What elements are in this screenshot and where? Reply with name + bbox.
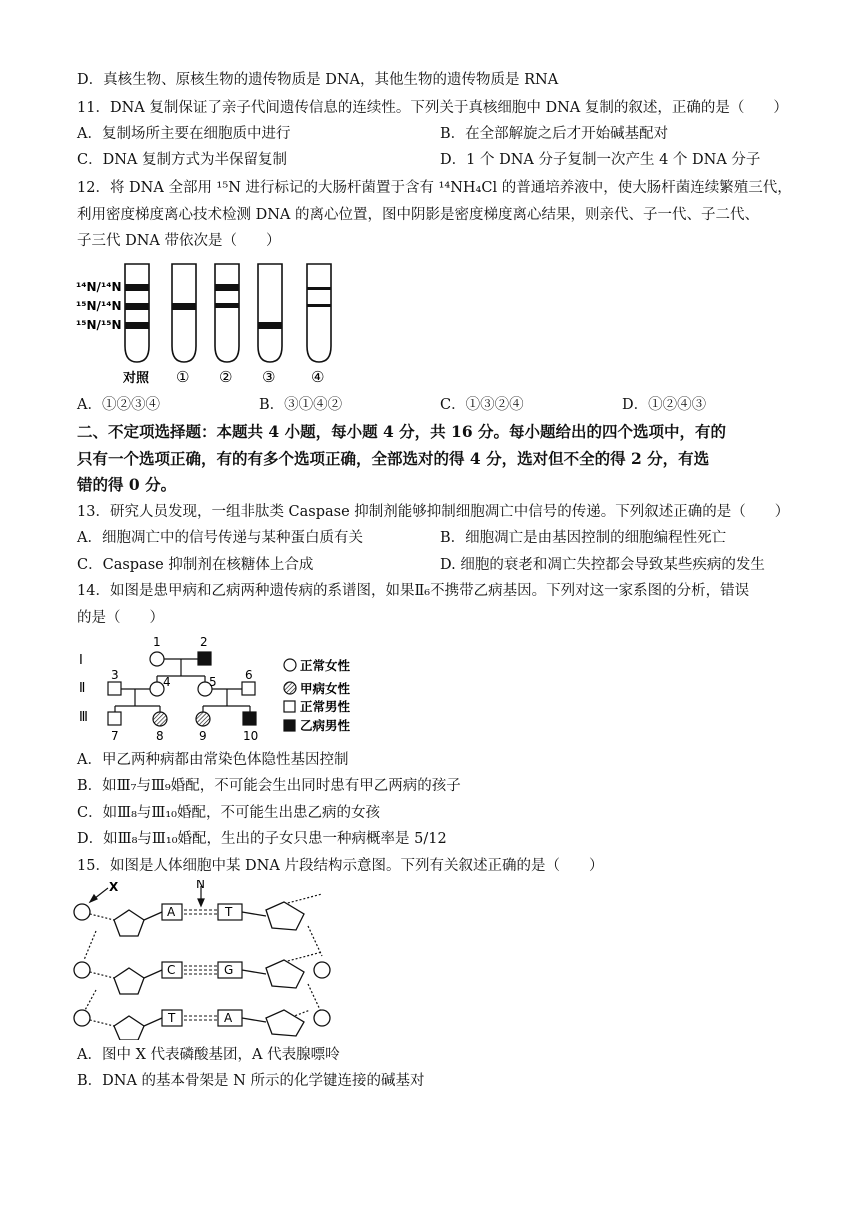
section2-heading-line3: 错的得 0 分。	[77, 475, 177, 494]
individual-3-normal-male	[108, 682, 121, 695]
q10-option-d: D．真核生物、原核生物的遗传物质是 DNA，其他生物的遗传物质是 RNA	[77, 72, 559, 88]
q12-option-c: C．①③②④	[440, 397, 524, 413]
tube-label-control: 对照	[123, 371, 150, 386]
individual-8-disease-a-female	[153, 712, 167, 726]
sugar-left-2	[114, 968, 144, 994]
phosphate-right-1	[314, 962, 330, 978]
tube-label-4: ④	[311, 368, 325, 386]
legend-normal-male-icon	[284, 701, 295, 712]
band-2-14n	[215, 284, 239, 291]
legend-label-disease-a-female: 甲病女性	[300, 681, 351, 696]
q14-stem-line1: 14．如图是患甲病和乙病两种遗传病的系谱图，如果Ⅱ₆不携带乙病基因。下列对这一家系图的分析，错误	[77, 583, 750, 599]
q15-option-b: B．DNA 的基本骨架是 N 所示的化学键连接的碱基对	[77, 1073, 425, 1089]
phosphate-left-3	[74, 1010, 90, 1026]
q11-option-c: C．DNA 复制方式为半保留复制	[77, 152, 287, 168]
band-control-14n	[125, 284, 149, 291]
q15-option-a: A．图中 X 代表磷酸基团，A 代表腺嘌呤	[77, 1047, 340, 1063]
label-15n14n: ¹⁵N/¹⁴N	[76, 299, 122, 313]
section2-heading-line1: 二、不定项选择题：本题共 4 小题，每小题 4 分，共 16 分。每小题给出的四个选项中，有的	[77, 422, 727, 441]
label-7: 7	[111, 729, 119, 743]
individual-6-normal-male	[242, 682, 255, 695]
sugar-right-2	[266, 960, 304, 988]
tube-4	[307, 264, 331, 362]
q11-option-a: A．复制场所主要在细胞质中进行	[77, 126, 291, 142]
base-label-t: T	[225, 905, 233, 919]
generation-1: Ⅰ	[79, 653, 83, 668]
label-x: X	[109, 880, 119, 894]
q14-option-c: C．如Ⅲ₈与Ⅲ₁₀婚配，不可能生出患乙病的女孩	[77, 805, 380, 821]
legend-normal-female-icon	[284, 659, 296, 671]
legend-label-normal-female: 正常女性	[300, 658, 351, 673]
label-9: 9	[199, 729, 207, 743]
band-control-15n	[125, 322, 149, 329]
phosphate-left-1	[74, 904, 90, 920]
base-label-a: A	[167, 905, 176, 919]
tube-control	[125, 264, 149, 362]
band-4-14n	[307, 287, 331, 290]
q14-stem-line2: 的是（ ）	[77, 610, 164, 626]
q11-option-d: D．1 个 DNA 分子复制一次产生 4 个 DNA 分子	[440, 152, 761, 168]
tube-2	[215, 264, 239, 362]
q14-pedigree-figure	[75, 632, 375, 744]
individual-2-affected-male	[198, 652, 211, 665]
band-3-15n	[258, 322, 282, 329]
label-1: 1	[153, 635, 161, 649]
label-14n14n: ¹⁴N/¹⁴N	[76, 280, 122, 294]
q13-option-d: D. 细胞的衰老和凋亡失控都会导致某些疾病的发生	[440, 557, 765, 573]
q13-option-a: A．细胞凋亡中的信号传递与某种蛋白质有关	[77, 530, 363, 546]
q11-option-b: B．在全部解旋之后才开始碱基配对	[440, 126, 669, 142]
band-control-15n14n	[125, 303, 149, 310]
generation-3: Ⅲ	[79, 710, 88, 725]
q12-centrifuge-figure	[70, 258, 370, 386]
individual-9-disease-a-female	[196, 712, 210, 726]
band-2-15n14n	[215, 303, 239, 308]
label-n: N	[196, 880, 205, 891]
label-10: 10	[243, 729, 259, 743]
legend-disease-b-male-icon	[284, 720, 295, 731]
tube-1	[172, 264, 196, 362]
legend-label-disease-b-male: 乙病男性	[300, 718, 351, 733]
tube-label-3: ③	[262, 368, 276, 386]
legend-disease-a-female-icon	[284, 682, 296, 694]
q15-stem: 15．如图是人体细胞中某 DNA 片段结构示意图。下列有关叙述正确的是（ ）	[77, 858, 604, 874]
band-4-15n14n	[307, 304, 331, 307]
q14-option-a: A．甲乙两种病都由常染色体隐性基因控制	[77, 752, 349, 768]
label-8: 8	[156, 729, 164, 743]
label-15n15n: ¹⁵N/¹⁵N	[76, 318, 122, 332]
phosphate-left-2	[74, 962, 90, 978]
tube-label-2: ②	[219, 368, 233, 386]
individual-4-normal-female	[150, 682, 164, 696]
q14-option-b: B．如Ⅲ₇与Ⅲ₉婚配，不可能会生出同时患有甲乙两病的孩子	[77, 778, 461, 794]
label-6: 6	[245, 668, 253, 682]
q12-option-b: B．③①④②	[259, 397, 343, 413]
individual-10-disease-b-male	[243, 712, 256, 725]
q12-option-d: D．①②④③	[622, 397, 707, 413]
q13-option-b: B．细胞凋亡是由基因控制的细胞编程性死亡	[440, 530, 727, 546]
individual-1-normal-female	[150, 652, 164, 666]
q15-dna-structure-figure	[72, 880, 334, 1040]
label-3: 3	[111, 668, 119, 682]
q11-stem: 11．DNA 复制保证了亲子代间遗传信息的连续性。下列关于真核细胞中 DNA 复制的叙述，正确的是（ ）	[77, 100, 788, 116]
tube-label-1: ①	[176, 368, 190, 386]
sugar-left-3	[114, 1016, 144, 1040]
generation-2: Ⅱ	[79, 681, 86, 696]
tube-3	[258, 264, 282, 362]
label-5: 5	[209, 675, 217, 689]
q12-stem-line1: 12．将 DNA 全部用 ¹⁵N 进行标记的大肠杆菌置于含有 ¹⁴NH₄Cl 的普通培养液中，使大肠杆菌连续繁殖三代，	[77, 180, 792, 196]
base-label-g: G	[224, 963, 234, 977]
base-label-a2: A	[224, 1011, 233, 1025]
q14-option-d: D．如Ⅲ₈与Ⅲ₁₀婚配，生出的子女只患一种病概率是 5/12	[77, 831, 447, 847]
label-4: 4	[163, 675, 171, 689]
base-label-c: C	[167, 963, 176, 977]
label-2: 2	[200, 635, 208, 649]
sugar-right-1	[266, 902, 304, 930]
sugar-right-3	[266, 1010, 304, 1036]
phosphate-right-2	[314, 1010, 330, 1026]
base-label-t2: T	[168, 1011, 176, 1025]
section2-heading-line2: 只有一个选项正确，有的有多个选项正确，全部选对的得 4 分，选对但不全的得 2 分，有选	[77, 449, 710, 468]
sugar-left-1	[114, 910, 144, 936]
q12-stem-line3: 子三代 DNA 带依次是（ ）	[77, 233, 281, 249]
band-1-15n14n	[172, 303, 196, 310]
q13-option-c: C．Caspase 抑制剂在核糖体上合成	[77, 557, 314, 573]
q12-stem-line2: 利用密度梯度离心技术检测 DNA 的离心位置，图中阴影是密度梯度离心结果，则亲代、子一代、子二代、	[77, 207, 759, 223]
individual-7-normal-male	[108, 712, 121, 725]
q12-option-a: A．①②③④	[77, 397, 160, 413]
legend	[284, 659, 296, 731]
legend-label-normal-male: 正常男性	[300, 699, 351, 714]
q13-stem: 13．研究人员发现，一组非肽类 Caspase 抑制剂能够抑制细胞凋亡中信号的传递。下列叙述正确的是（ ）	[77, 504, 790, 520]
